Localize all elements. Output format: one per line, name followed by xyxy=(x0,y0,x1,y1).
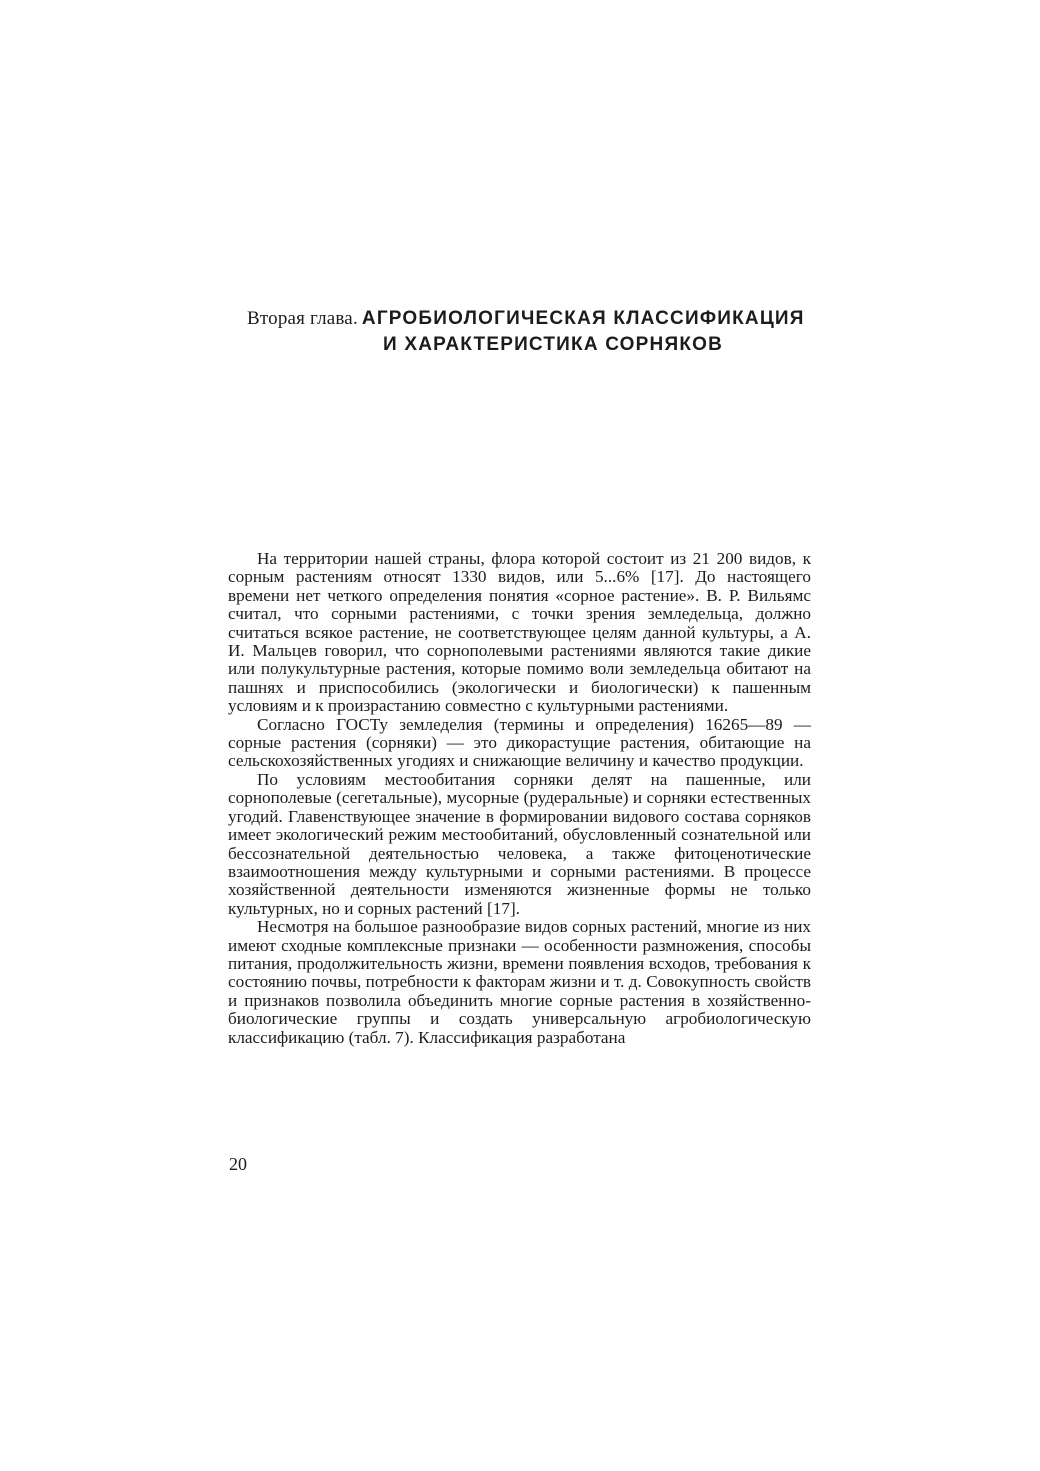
paragraph-4: Несмотря на большое разнообразие видов сорных растений, многие из них имеют сходные комплексные признаки — особенности размножения, способы питания, продолжительность жизни, времени появления всходов, требования к состоянию почвы, потребности к факторам жизни и т. д. Совокупность свойств и признаков позволила объединить многие сорные растения в хозяйственно-биологические группы и создать универсальную агробиологическую классификацию (табл. 7). Классификация разработана xyxy=(228,917,811,1047)
chapter-title-line-1: АГРОБИОЛОГИЧЕСКАЯ КЛАССИФИКАЦИЯ xyxy=(361,308,805,329)
chapter-heading xyxy=(247,306,817,358)
page-number: 20 xyxy=(229,1154,247,1174)
paragraph-1: На территории нашей страны, флора которой состоит из 21 200 видов, к сорным растениям относят 1330 видов, или 5...6% [17]. До настоящего времени нет четкого определения понятия «сорное растение». В. Р. Вильямс считал, что сорными растениями, с точки зрения земледельца, должно считаться всякое растение, не соответствующее целям данной культуры, а А. И. Мальцев говорил, что сорнополевыми растениями являются такие дикие или полукультурные растения, которые помимо воли земледельца обитают на пашнях и приспособились (экологически и биологически) к пашенным условиям и к произрастанию совместно с культурными растениями. xyxy=(228,549,811,716)
paragraph-2: Согласно ГОСТу земледелия (термины и определения) 16265—89 — сорные растения (сорняки) — это дикорастущие растения, обитающие на сельскохозяйственных угодиях и снижающие величину и качество продукции. xyxy=(228,714,811,771)
chapter-title-line-2: И ХАРАКТЕРИСТИКА СОРНЯКОВ xyxy=(383,334,724,355)
heading-line-2 xyxy=(247,332,817,358)
chapter-label: Вторая глава. xyxy=(247,308,358,329)
body-text xyxy=(228,550,811,1047)
heading-line-1 xyxy=(247,306,817,332)
paragraph-3: По условиям местообитания сорняки делят на пашенные, или сорнополевые (сегетальные), мусорные (рудеральные) и сорняки естественных угодий. Главенствующее значение в формировании видового состава сорняков имеет экологический режим местообитаний, обусловленный сознательной или бессознательной деятельностью человека, а также фитоценотические взаимоотношения между культурными и сорными растениями. В процессе хозяйственной деятельности изменяются жизненные формы не только культурных, но и сорных растений [17]. xyxy=(228,769,811,918)
